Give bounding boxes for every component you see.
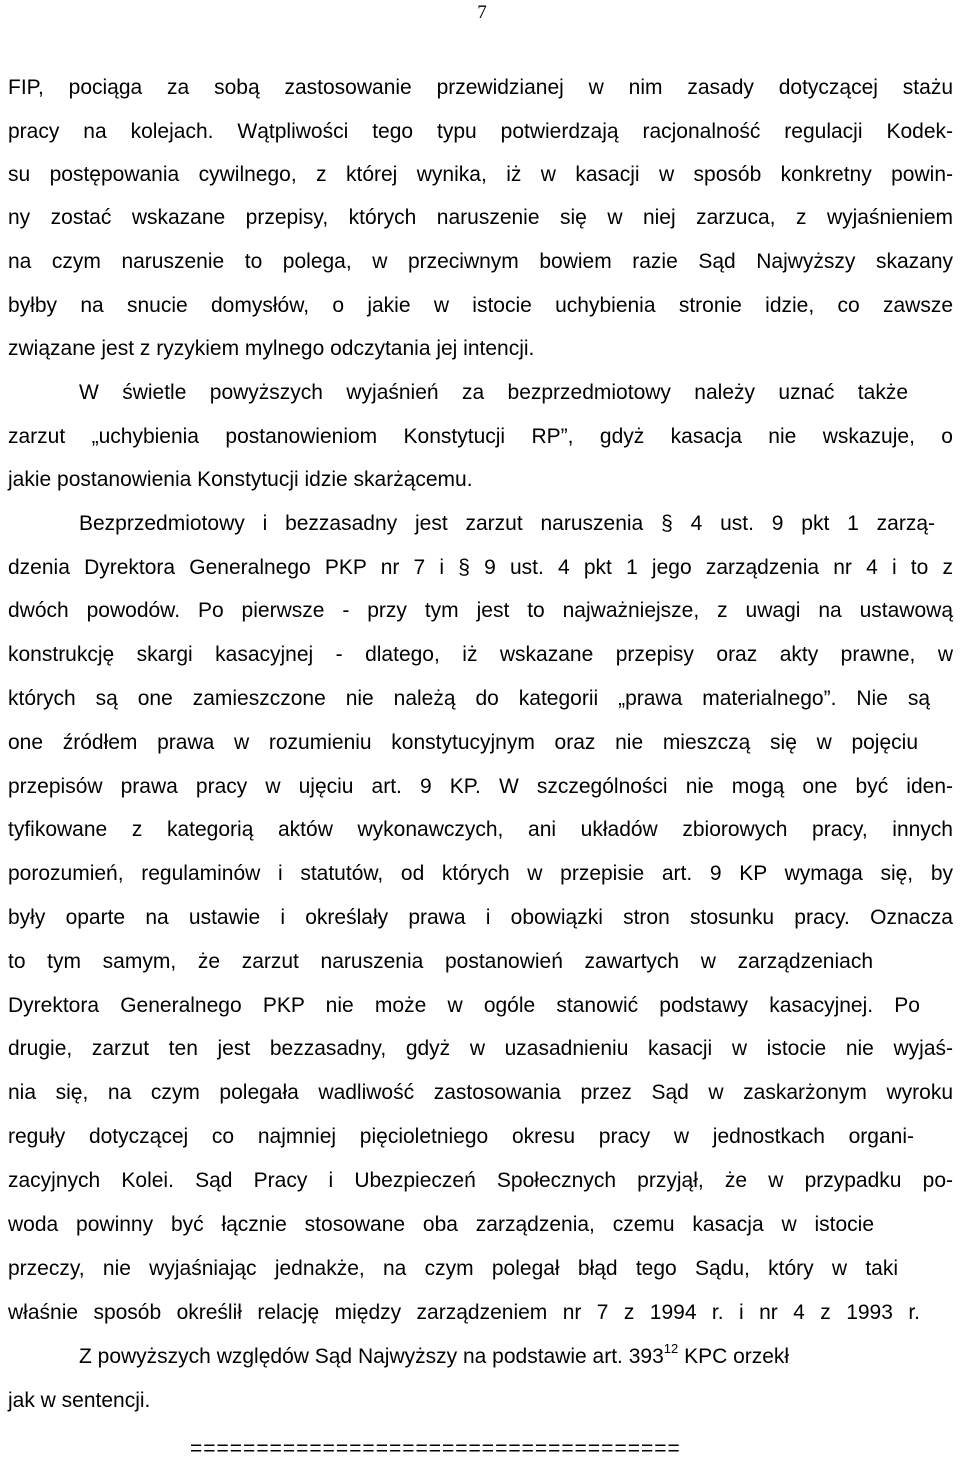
- text-line: na czym naruszenie to polega, w przeciwnym bowiem razie Sąd Najwyższy skazany: [8, 250, 953, 273]
- text-line: jakie postanowienia Konstytucji idzie skarżącemu.: [8, 468, 473, 491]
- text-run: KPC orzekł: [678, 1345, 790, 1368]
- text-line: pracy na kolejach. Wątpliwości tego typu potwierdzają racjonalność regulacji Kodek-: [8, 120, 953, 143]
- text-line: związane jest z ryzykiem mylnego odczytania jej intencji.: [8, 337, 535, 360]
- text-line: konstrukcję skargi kasacyjnej - dlatego, iż wskazane przepisy oraz akty prawne, w: [8, 643, 953, 666]
- text-line: były oparte na ustawie i określały prawa i obowiązki stron stosunku pracy. Oznacza: [8, 906, 953, 929]
- text-line: ny zostać wskazane przepisy, których naruszenie się w niej zarzuca, z wyjaśnieniem: [8, 206, 953, 229]
- paragraph-start-line: W świetle powyższych wyjaśnień za bezprzedmiotowy należy uznać także: [79, 381, 908, 404]
- text-line: jak w sentencji.: [8, 1389, 151, 1412]
- text-line: właśnie sposób określił relację między zarządzeniem nr 7 z 1994 r. i nr 4 z 1993 r.: [8, 1301, 920, 1324]
- text-line: FIP, pociąga za sobą zastosowanie przewidzianej w nim zasady dotyczącej stażu: [8, 76, 953, 99]
- text-line: przeczy, nie wyjaśniając jednakże, na czym polegał błąd tego Sądu, który w taki: [8, 1257, 898, 1280]
- text-line: one źródłem prawa w rozumieniu konstytucyjnym oraz nie mieszczą się w pojęciu: [8, 731, 918, 754]
- text-line: su postępowania cywilnego, z której wynika, iż w kasacji w sposób konkretny powin-: [8, 163, 953, 186]
- text-line: byłby na snucie domysłów, o jakie w istocie uchybienia stronie idzie, co zawsze: [8, 294, 953, 317]
- page-number: 7: [477, 2, 487, 23]
- text-line: porozumień, regulaminów i statutów, od których w przepisie art. 9 KP wymaga się, by: [8, 862, 953, 885]
- text-line: drugie, zarzut ten jest bezzasadny, gdyż w uzasadnieniu kasacji w istocie nie wyjaś-: [8, 1037, 953, 1060]
- paragraph-start-line: Bezprzedmiotowy i bezzasadny jest zarzut naruszenia § 4 ust. 9 pkt 1 zarzą-: [79, 512, 935, 535]
- text-line: dwóch powodów. Po pierwsze - przy tym jest to najważniejsze, z uwagi na ustawową: [8, 599, 953, 622]
- text-run: Z powyższych względów Sąd Najwyższy na podstawie art. 393: [79, 1345, 664, 1368]
- paragraph-start-line: [79, 1341, 790, 1371]
- superscript: 12: [663, 1341, 679, 1356]
- text-line: zarzut „uchybienia postanowieniom Konstytucji RP”, gdyż kasacja nie wskazuje, o: [8, 425, 953, 448]
- text-line: woda powinny być łącznie stosowane oba zarządzenia, czemu kasacja w istocie: [8, 1213, 874, 1236]
- text-line: których są one zamieszczone nie należą do kategorii „prawa materialnego”. Nie są: [8, 687, 930, 710]
- text-line: dzenia Dyrektora Generalnego PKP nr 7 i § 9 ust. 4 pkt 1 jego zarządzenia nr 4 i to z: [8, 556, 953, 579]
- separator-line: =====================================: [190, 1437, 681, 1460]
- text-line: zacyjnych Kolei. Sąd Pracy i Ubezpieczeń Społecznych przyjął, że w przypadku po-: [8, 1169, 953, 1192]
- text-line: reguły dotyczącej co najmniej pięcioletniego okresu pracy w jednostkach organi-: [8, 1125, 914, 1148]
- text-line: to tym samym, że zarzut naruszenia postanowień zawartych w zarządzeniach: [8, 950, 873, 973]
- text-line: Dyrektora Generalnego PKP nie może w ogóle stanowić podstawy kasacyjnej. Po: [8, 994, 920, 1017]
- text-line: tyfikowane z kategorią aktów wykonawczych, ani układów zbiorowych pracy, innych: [8, 818, 953, 841]
- text-line: przepisów prawa pracy w ujęciu art. 9 KP. W szczególności nie mogą one być iden-: [8, 775, 953, 798]
- text-line: nia się, na czym polegała wadliwość zastosowania przez Sąd w zaskarżonym wyroku: [8, 1081, 953, 1104]
